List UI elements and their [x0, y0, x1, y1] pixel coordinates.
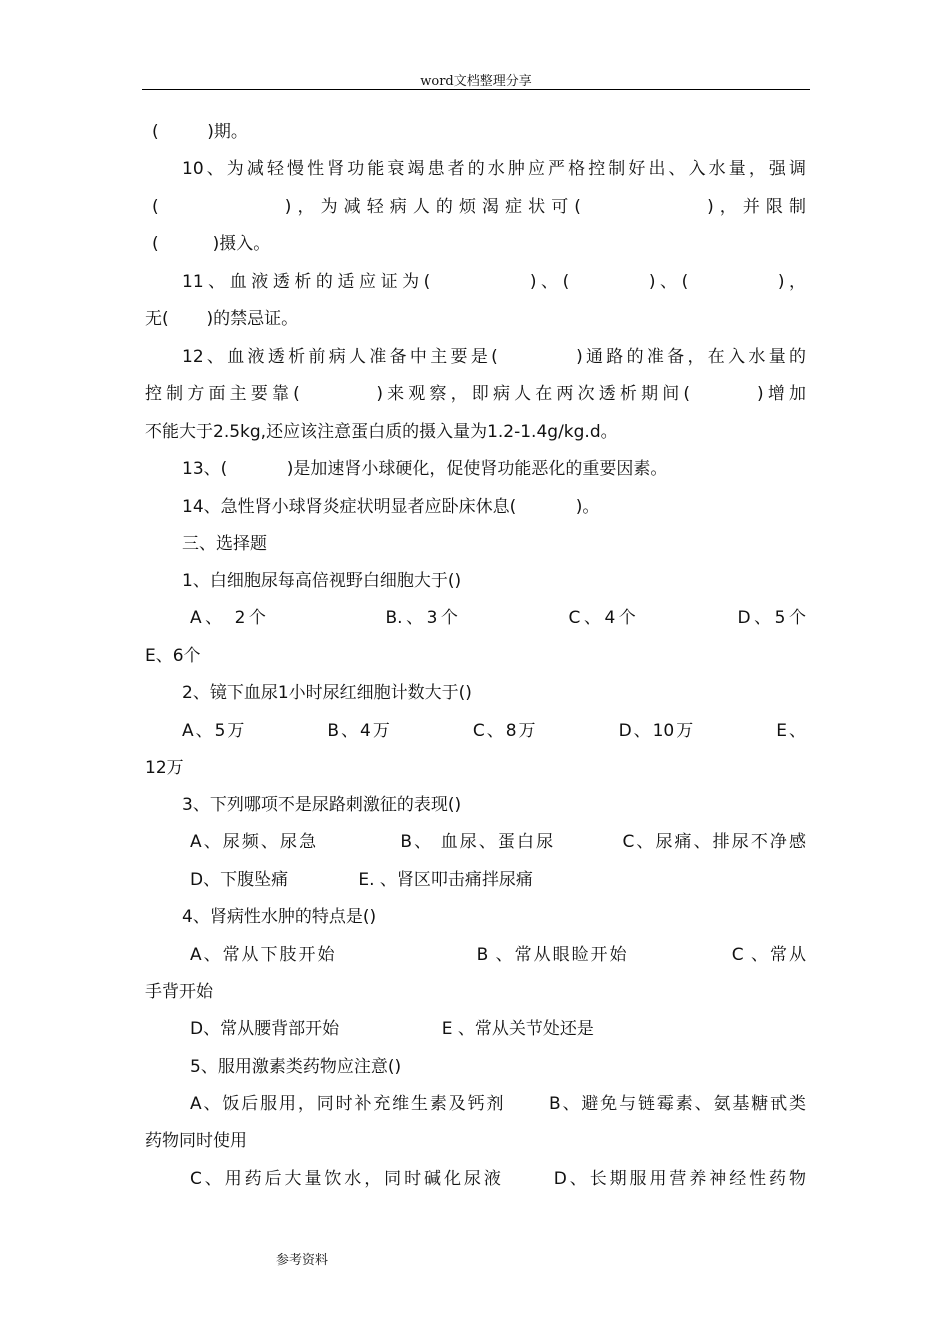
section-heading: 三、选择题 — [182, 534, 267, 554]
answer-options: D、下腹坠痛 E. 、肾区叩击痛拌尿痛 — [190, 870, 533, 890]
text-line: ( )，为减轻病人的烦渴症状可( )，并限制 — [152, 197, 806, 217]
text-line: 12、血液透析前病人准备中主要是( )通路的准备，在入水量的 — [182, 347, 806, 367]
answer-options: 12万 — [145, 758, 184, 778]
text-line: ( )摄入。 — [152, 234, 271, 254]
question: 4、肾病性水肿的特点是() — [182, 907, 377, 927]
page-footer: 参考资料 — [276, 1253, 329, 1268]
page-header: word文档整理分享 — [420, 74, 532, 89]
text-line: 11、血液透析的适应证为( )、( )、( )， — [182, 272, 806, 292]
answer-options: E、6个 — [145, 646, 201, 666]
text-line: 10、为减轻慢性肾功能衰竭患者的水肿应严格控制好出、入水量，强调 — [182, 159, 806, 179]
text-line: 13、( )是加速肾小球硬化，促使肾功能恶化的重要因素。 — [182, 459, 668, 479]
text-line: 控制方面主要靠( )来观察，即病人在两次透析期间( )增加 — [145, 384, 806, 404]
answer-options: A、常从下肢开始 B 、常从眼睑开始 C 、常从 — [190, 945, 806, 965]
answer-options: 药物同时使用 — [145, 1131, 247, 1151]
answer-options: 手背开始 — [145, 982, 213, 1002]
question: 5、服用激素类药物应注意() — [190, 1057, 402, 1077]
text-line: 无( )的禁忌证。 — [145, 309, 299, 329]
answer-options: C、用药后大量饮水，同时碱化尿液 D、长期服用营养神经性药物 — [190, 1169, 806, 1189]
header-rule — [142, 89, 810, 90]
question: 1、白细胞尿每高倍视野白细胞大于() — [182, 571, 462, 591]
answer-options: A、尿频、尿急 B、 血尿、蛋白尿 C、尿痛、排尿不净感 — [190, 832, 806, 852]
text-line: ( )期。 — [152, 122, 248, 142]
answer-options: A、5万 B、4万 C、8万 D、10万 E、 — [182, 721, 806, 741]
answer-options: A、饭后服用，同时补充维生素及钙剂 B、避免与链霉素、氨基糖甙类 — [190, 1094, 806, 1114]
text-line: 14、急性肾小球肾炎症状明显者应卧床休息( )。 — [182, 497, 600, 517]
question: 2、镜下血尿1小时尿红细胞计数大于() — [182, 683, 472, 703]
answer-options: D、常从腰背部开始 E 、常从关节处还是 — [190, 1019, 594, 1039]
answer-options: A、 2个 B.、3个 C、4个 D、5个 — [190, 608, 806, 628]
question: 3、下列哪项不是尿路刺激征的表现() — [182, 795, 462, 815]
text-line: 不能大于2.5kg,还应该注意蛋白质的摄入量为1.2-1.4g/kg.d。 — [145, 422, 618, 442]
